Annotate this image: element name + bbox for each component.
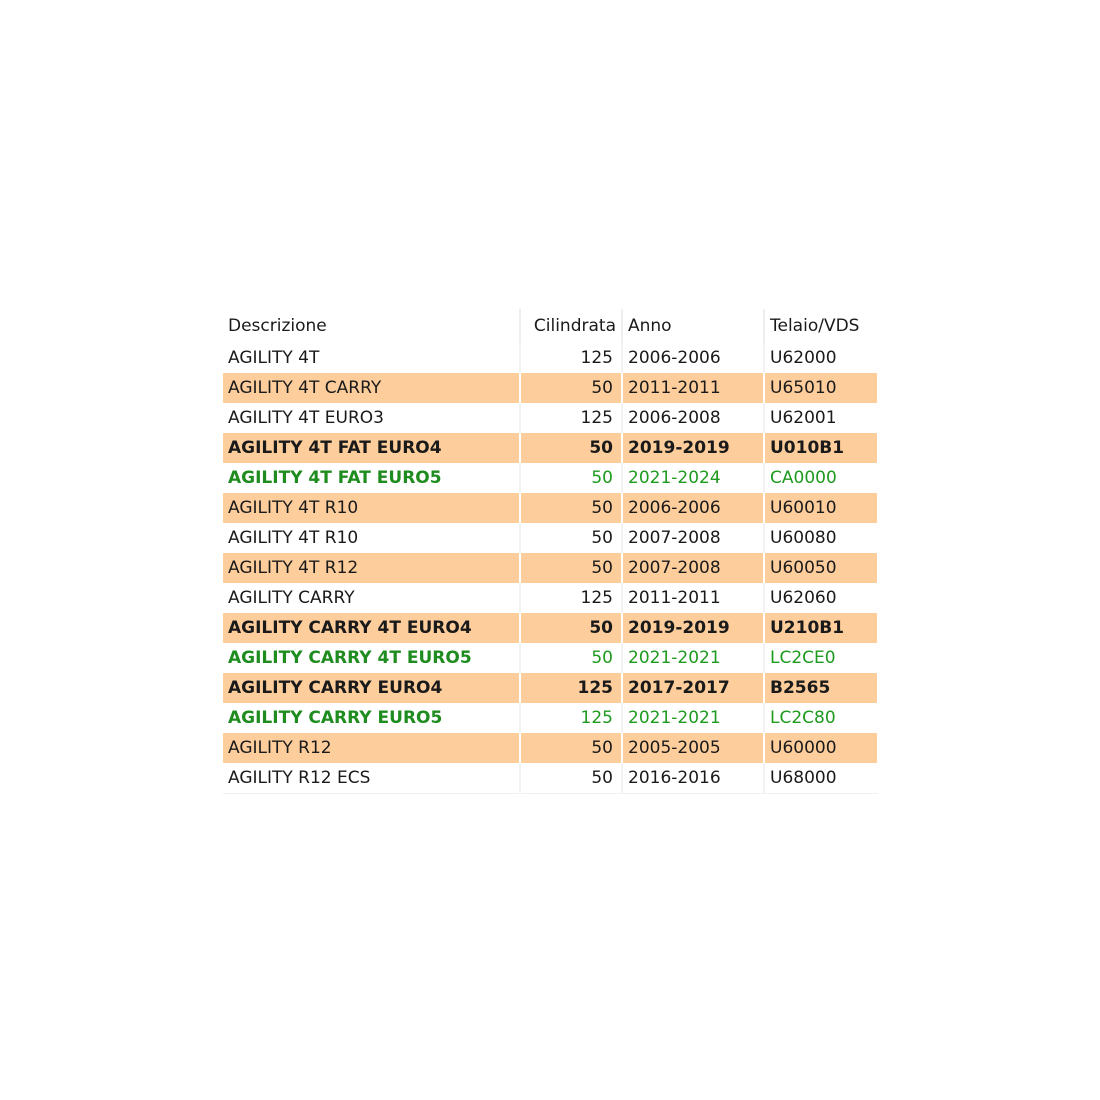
cell-anno: 2006-2006 xyxy=(622,493,764,523)
cell-anno: 2021-2021 xyxy=(622,703,764,733)
cell-descrizione: AGILITY 4T EURO3 xyxy=(223,403,520,433)
table-row xyxy=(223,643,878,673)
cell-telaio: CA0000 xyxy=(770,468,837,488)
cell-descrizione: AGILITY 4T FAT EURO5 xyxy=(223,463,520,493)
cell-telaio: B2565 xyxy=(764,673,878,703)
cell-telaio: LC2C80 xyxy=(770,708,836,728)
cell-cilindrata: 50 xyxy=(520,643,622,673)
cell-anno: 2007-2008 xyxy=(622,553,764,583)
cell-descrizione: AGILITY 4T R10 xyxy=(223,523,520,553)
table-row xyxy=(223,583,878,613)
cell-anno: 2021-2024 xyxy=(622,463,764,493)
cell-anno: 2011-2011 xyxy=(622,583,764,613)
cell-descrizione: AGILITY CARRY EURO4 xyxy=(223,673,520,703)
cell-descrizione: AGILITY CARRY EURO5 xyxy=(223,703,520,733)
cell-cilindrata: 50 xyxy=(520,553,622,583)
cell-telaio: U60010 xyxy=(764,493,878,523)
cell-descrizione: AGILITY 4T R12 xyxy=(223,553,520,583)
cell-descrizione: AGILITY 4T FAT EURO4 xyxy=(223,433,520,463)
cell-telaio: U62060 xyxy=(770,588,837,608)
cell-anno: 2017-2017 xyxy=(622,673,764,703)
cell-cilindrata: 50 xyxy=(520,433,622,463)
cell-cilindrata: 50 xyxy=(520,733,622,763)
table-row xyxy=(223,523,878,553)
vehicle-compatibility-table xyxy=(223,309,879,794)
table-row xyxy=(223,433,878,463)
header-descrizione: Descrizione xyxy=(223,309,520,343)
cell-cilindrata: 125 xyxy=(520,703,622,733)
cell-descrizione: AGILITY R12 ECS xyxy=(223,763,520,794)
cell-cilindrata: 125 xyxy=(520,403,622,433)
cell-cilindrata: 125 xyxy=(520,583,622,613)
header-anno: Anno xyxy=(622,309,764,343)
cell-cilindrata: 50 xyxy=(520,493,622,523)
cell-cilindrata: 50 xyxy=(520,373,622,403)
cell-cilindrata: 50 xyxy=(520,763,622,794)
table-row xyxy=(223,493,878,523)
table-row xyxy=(223,373,878,403)
table-row xyxy=(223,403,878,433)
cell-descrizione: AGILITY 4T CARRY xyxy=(223,373,520,403)
table-body xyxy=(223,343,878,794)
cell-cilindrata: 125 xyxy=(520,673,622,703)
cell-cilindrata: 125 xyxy=(520,343,622,373)
cell-telaio: U60000 xyxy=(764,733,878,763)
cell-telaio: U62000 xyxy=(770,348,837,368)
table-row xyxy=(223,463,878,493)
table-row xyxy=(223,673,878,703)
cell-telaio: LC2CE0 xyxy=(770,648,836,668)
cell-anno: 2006-2008 xyxy=(622,403,764,433)
cell-cilindrata: 50 xyxy=(520,463,622,493)
cell-telaio: U60050 xyxy=(764,553,878,583)
cell-anno: 2006-2006 xyxy=(622,343,764,373)
cell-telaio: U010B1 xyxy=(764,433,878,463)
table-row xyxy=(223,613,878,643)
header-telaio: Telaio/VDS xyxy=(770,316,860,336)
cell-anno: 2016-2016 xyxy=(622,763,764,794)
table-row xyxy=(223,703,878,733)
cell-descrizione: AGILITY CARRY 4T EURO4 xyxy=(223,613,520,643)
header-cilindrata: Cilindrata xyxy=(520,309,622,343)
table-header-row xyxy=(223,309,878,343)
cell-anno: 2019-2019 xyxy=(622,433,764,463)
cell-telaio: U68000 xyxy=(764,763,878,794)
vehicle-compatibility-table-container xyxy=(223,309,878,794)
table-row xyxy=(223,733,878,763)
cell-descrizione: AGILITY CARRY xyxy=(223,583,520,613)
cell-telaio: U62001 xyxy=(770,408,837,428)
table-row xyxy=(223,553,878,583)
cell-descrizione: AGILITY 4T R10 xyxy=(223,493,520,523)
cell-anno: 2019-2019 xyxy=(622,613,764,643)
cell-telaio: U65010 xyxy=(764,373,878,403)
table-row xyxy=(223,763,878,794)
cell-descrizione: AGILITY R12 xyxy=(223,733,520,763)
cell-telaio: U60080 xyxy=(770,528,837,548)
cell-anno: 2011-2011 xyxy=(622,373,764,403)
cell-descrizione: AGILITY CARRY 4T EURO5 xyxy=(223,643,520,673)
cell-descrizione: AGILITY 4T xyxy=(223,343,520,373)
cell-anno: 2007-2008 xyxy=(622,523,764,553)
cell-cilindrata: 50 xyxy=(520,613,622,643)
cell-telaio: U210B1 xyxy=(764,613,878,643)
cell-cilindrata: 50 xyxy=(520,523,622,553)
cell-anno: 2021-2021 xyxy=(622,643,764,673)
cell-anno: 2005-2005 xyxy=(622,733,764,763)
table-row xyxy=(223,343,878,373)
